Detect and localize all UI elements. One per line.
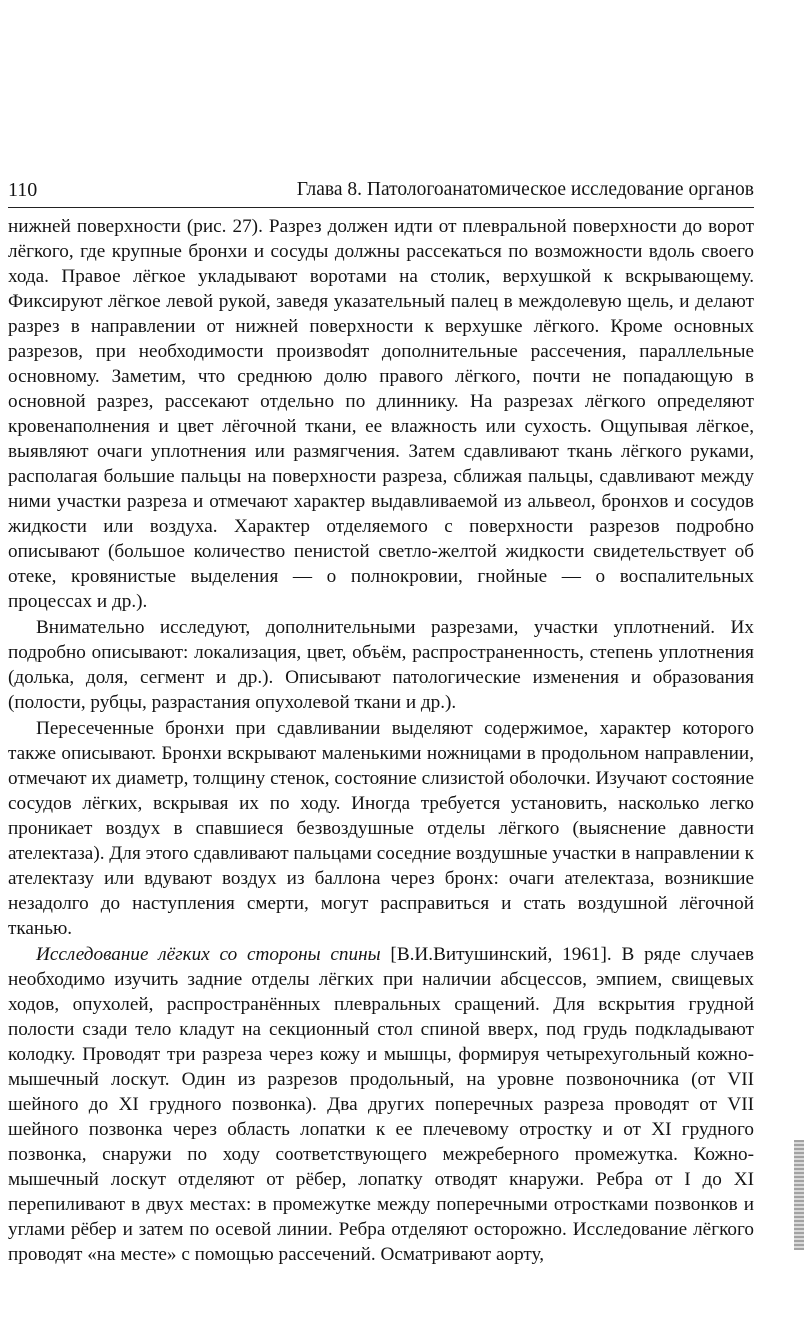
paragraph-1: нижней поверхности (рис. 27). Разрез должен идти от плевральной поверхности до ворот лёгкого, где крупные бронхи и сосуды должны рассекаться по возможности вдоль своего хода. Правое лёгкое укладывают воротами на столик, верхушкой к вскрывающему. Фиксируют лёгкое левой рукой, заведя указательный палец в междолевую щель, и делают разрез в направлении от нижней поверхности к верхушке лёгкого. Кроме основных разрезов, при необходимости произвоdят дополнительные рассечения, параллельные основному. Заметим, что среднюю долю правого лёгкого, почти не попадающую в основной разрез, рассекают отдельно по длиннику. На разрезах лёгкого определяют кровенаполнения и цвет лёгочной ткани, ее влажность или сухость. Ощупывая лёгкое, выявляют очаги уплотнения или размягчения. Затем сдавливают ткань лёгкого руками, располагая большие пальцы на поверхности разреза, сближая пальцы, сдавливают между ними участки разреза и отмечают характер выдавливаемой из альвеол, бронхов и сосудов жидкости или воздуха. Характер отделяемого с поверхности разрезов подробно описывают (большое количество пенистой светло-желтой жидкости свидетельствует об отеке, кровянистые выделения — о полнокровии, гнойные — о воспалительных процессах и др.). — [8, 216, 754, 612]
paragraph-4 — [8, 942, 754, 1267]
body-text — [8, 214, 754, 1268]
page-header — [8, 177, 754, 208]
scan-edge-artifact — [794, 1140, 804, 1250]
paragraph-3: Пересеченные бронхи при сдавливании выделяют содержимое, характер которого также описывают. Бронхи вскрывают маленькими ножницами в продольном направлении, отмечают их диаметр, толщину стенок, состояние слизистой оболочки. Изучают состояние сосудов лёгких, вскрывая их по ходу. Иногда требуется установить, насколько легко проникает воздух в спавшиеся безвоздушные отделы лёгкого (выяснение давности ателектаза). Для этого сдавливают пальцами соседние воздушные участки в направлении к ателектазу или вдувают воздух из баллона через бронх: очаги ателектаза, возникшие незадолго до наступления смерти, могут расправиться и стать воздушной лёгочной тканью. — [8, 718, 754, 939]
section-subheading: Исследование лёгких со стороны спины — [36, 944, 381, 965]
page-number: 110 — [8, 179, 38, 201]
paragraph-2: Внимательно исследуют, дополнительными разрезами, участки уплотнений. Их подробно описывают: локализация, цвет, объём, распространенность, степень уплотнения (долька, доля, сегмент и др.). Описывают патологические изменения и образования (полости, рубцы, разрастания опухолевой ткани и др.). — [8, 617, 754, 713]
paragraph-4-text: [В.И.Витушинский, 1961]. В ряде случаев необходимо изучить задние отделы лёгких при наличии абсцессов, эмпием, свищевых ходов, опухолей, распространённых плевральных сращений. Для вскрытия грудной полости сзади тело кладут на секционный стол спиной вверх, под грудь подкладывают колодку. Проводят три разреза через кожу и мышцы, формируя четырехугольный кожно-мышечный лоскут. Один из разрезов продольный, на уровне позвоночника (от VII шейного до XI грудного позвонка). Два других поперечных разреза проводят от VII шейного позвонка через область лопатки к ее плечевому отростку и от XI грудного позвонка, снаружи по ходу соответствующего межреберного промежутка. Кожно-мышечный лоскут отделяют от рёбер, лопатку отводят кнаружи. Ребра от I до XI перепиливают в двух местах: в промежутке между поперечными отростками позвонков и углами рёбер и затем по осевой линии. Ребра отделяют осторожно. Исследование лёгкого проводят «на месте» с помощью рассечений. Осматривают аорту, — [8, 944, 754, 1265]
running-title: Глава 8. Патологоанатомическое исследование органов — [296, 179, 754, 200]
